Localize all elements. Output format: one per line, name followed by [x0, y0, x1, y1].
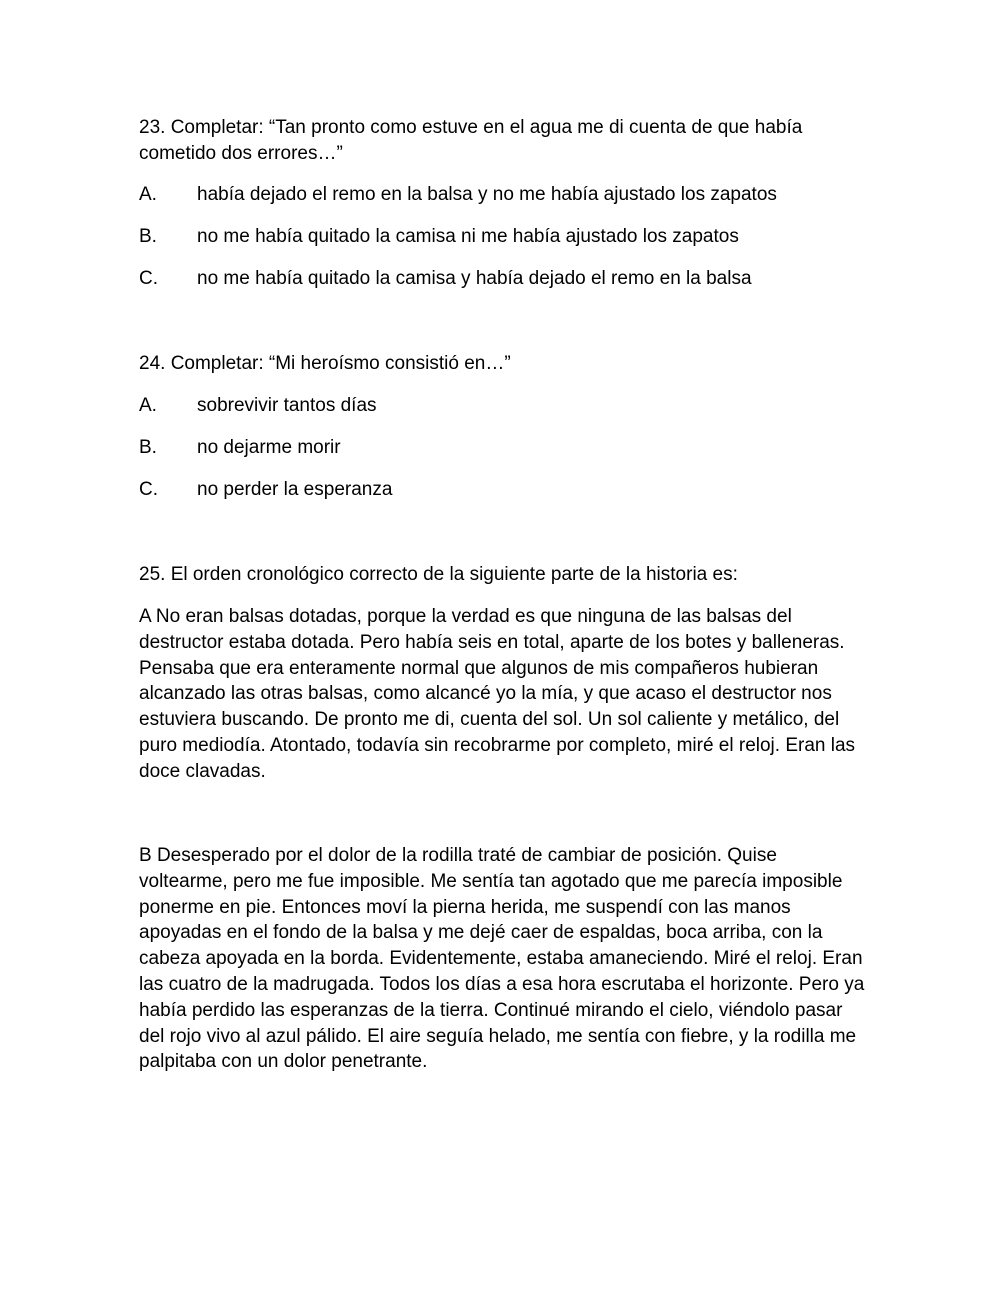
option-text: no perder la esperanza: [197, 479, 393, 500]
option-letter: C.: [139, 268, 158, 289]
question-24-option-c: [139, 477, 869, 503]
option-letter: B.: [139, 437, 157, 458]
option-letter: C.: [139, 479, 158, 500]
question-23-option-b: [139, 224, 869, 250]
question-25-stem: 25. El orden cronológico correcto de la siguiente parte de la historia es:: [139, 564, 738, 585]
question-24-option-a: [139, 393, 869, 419]
question-24: [139, 351, 869, 377]
option-text: no me había quitado la camisa ni me había ajustado los zapatos: [197, 226, 739, 247]
option-text: sobrevivir tantos días: [197, 395, 377, 416]
option-text: había dejado el remo en la balsa y no me había ajustado los zapatos: [197, 184, 777, 205]
question-23-option-c: [139, 266, 869, 292]
option-letter: B.: [139, 226, 157, 247]
passage-a: [139, 604, 869, 785]
question-23-stem: 23. Completar: “Tan pronto como estuve en el agua me di cuenta de que había cometido dos errores…”: [139, 117, 803, 164]
option-letter: A.: [139, 184, 157, 205]
question-24-stem: 24. Completar: “Mi heroísmo consistió en…”: [139, 353, 511, 374]
question-23-option-a: [139, 182, 869, 208]
option-text: no dejarme morir: [197, 437, 341, 458]
passage-b: [139, 843, 869, 1075]
question-24-option-b: [139, 435, 869, 461]
passage-a-text: A No eran balsas dotadas, porque la verdad es que ninguna de las balsas del destructor estaba dotada. Pero había seis en total, aparte de los botes y balleneras. Pensaba que era enteramente normal que algunos de mis compañeros hubieran alcanzado las otras balsas, como alcancé yo la mía, y que acaso el destructor nos estuviera buscando. De pronto me di, cuenta del sol. Un sol caliente y metálico, del puro mediodía. Atontado, todavía sin recobrarme por completo, miré el reloj. Eran las doce clavadas.: [139, 606, 856, 782]
passage-b-text: B Desesperado por el dolor de la rodilla traté de cambiar de posición. Quise voltearme, pero me fue imposible. Me sentía tan agotado que me parecía imposible ponerme en pie. Entonces moví la pierna herida, me suspendí con las manos apoyadas en el fondo de la balsa y me dejé caer de espaldas, boca arriba, con la cabeza apoyada en la borda. Evidentemente, estaba amaneciendo. Miré el reloj. Eran las cuatro de la madrugada. Todos los días a esa hora escrutaba el horizonte. Pero ya había perdido las esperanzas de la tierra. Continué mirando el cielo, viéndolo pasar del rojo vivo al azul pálido. El aire seguía helado, me sentía con fiebre, y la rodilla me palpitaba con un dolor penetrante.: [139, 845, 865, 1073]
question-25: [139, 562, 869, 588]
question-23: [139, 115, 869, 167]
option-letter: A.: [139, 395, 157, 416]
option-text: no me había quitado la camisa y había dejado el remo en la balsa: [197, 268, 752, 289]
